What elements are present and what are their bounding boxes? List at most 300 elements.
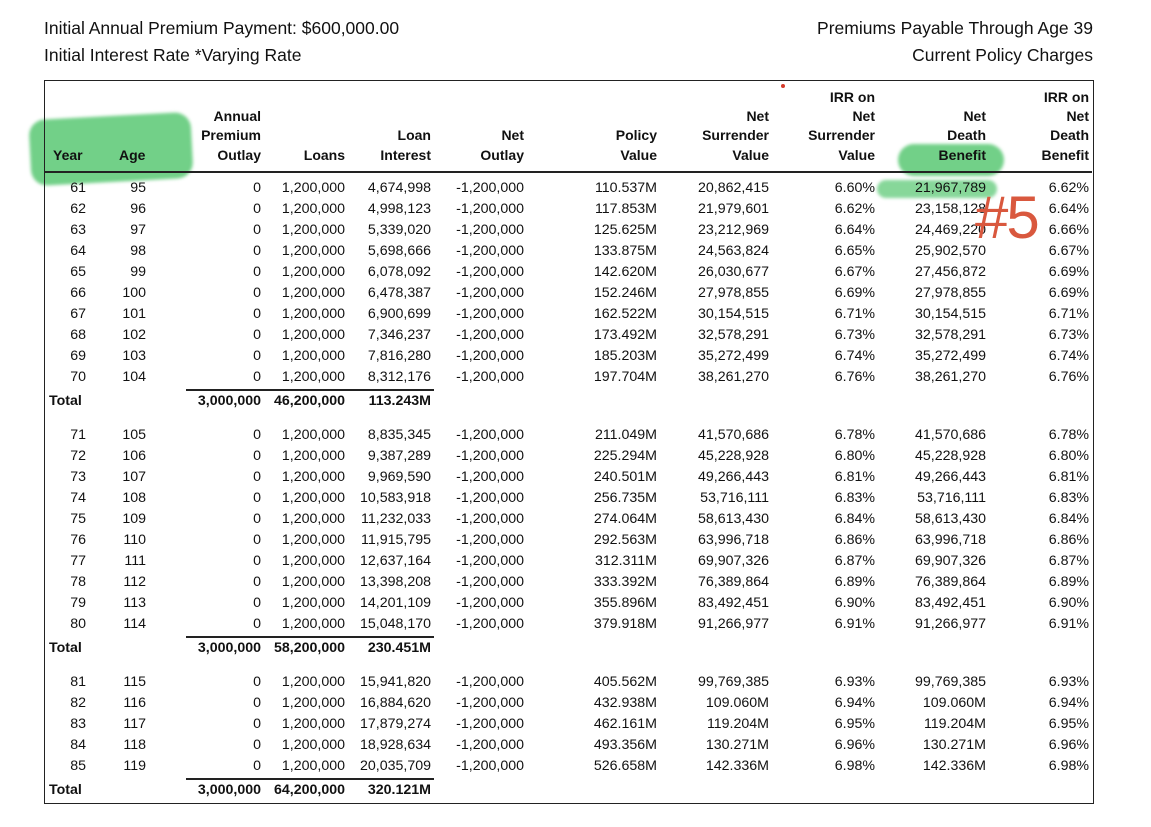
cell-age: 108 [122,490,146,506]
cell-loan-interest: 4,674,998 [367,180,431,196]
cell-year: 82 [70,695,86,711]
total-row [0,391,1151,412]
cell-loans: 1,200,000 [281,201,345,217]
table-row [0,488,1151,509]
cell-net-death-benefit: 27,978,855 [914,285,986,301]
cell-irr-net-death-benefit: 6.78% [1048,427,1089,443]
cell-age: 99 [130,264,146,280]
cell-year: 80 [70,616,86,632]
cell-policy-value: 355.896M [593,595,657,611]
cell-irr-net-surrender-value: 6.65% [834,243,875,259]
cell-net-surrender-value: 58,613,430 [697,511,769,527]
cell-annual-premium-outlay: 0 [253,369,261,385]
cell-irr-net-death-benefit: 6.84% [1048,511,1089,527]
column-header-line: Premium [201,127,261,144]
cell-policy-value: 152.246M [593,285,657,301]
cell-year: 64 [70,243,86,259]
cell-net-death-benefit: 109.060M [922,695,986,711]
cell-loans: 1,200,000 [281,348,345,364]
cell-age: 104 [122,369,146,385]
cell-irr-net-surrender-value: 6.60% [834,180,875,196]
table-row [0,262,1151,283]
cell-irr-net-death-benefit: 6.94% [1048,695,1089,711]
cell-year: 61 [70,180,86,196]
cell-loans: 1,200,000 [281,616,345,632]
cell-policy-value: 526.658M [593,758,657,774]
cell-age: 96 [130,201,146,217]
cell-net-outlay: -1,200,000 [456,264,524,280]
cell-annual-premium-outlay: 0 [253,695,261,711]
table-row [0,572,1151,593]
cell-irr-net-surrender-value: 6.74% [834,348,875,364]
cell-loan-interest: 4,998,123 [367,201,431,217]
cell-year: 74 [70,490,86,506]
cell-loan-interest: 5,339,020 [367,222,431,238]
cell-loan-interest: 6,478,387 [367,285,431,301]
table-row [0,672,1151,693]
cell-irr-net-death-benefit: 6.81% [1048,469,1089,485]
cell-loan-interest: 15,941,820 [359,674,431,690]
cell-net-outlay: -1,200,000 [456,469,524,485]
cell-year: Total [49,782,82,798]
cell-irr-net-surrender-value: 6.95% [834,716,875,732]
header-rule [45,171,1092,173]
cell-age: 102 [122,327,146,343]
column-header-net-outlay [384,126,524,165]
column-header-line: Age [119,146,146,163]
cell-loans: 46,200,000 [273,393,345,409]
cell-irr-net-surrender-value: 6.86% [834,532,875,548]
cell-net-surrender-value: 32,578,291 [697,327,769,343]
cell-policy-value: 211.049M [594,427,657,443]
column-header-line: Surrender [702,127,769,144]
cell-irr-net-death-benefit: 6.93% [1048,674,1089,690]
cell-loan-interest: 7,346,237 [367,327,431,343]
cell-policy-value: 225.294M [593,448,657,464]
cell-irr-net-surrender-value: 6.96% [834,737,875,753]
cell-year: 66 [70,285,86,301]
cell-age: 97 [130,222,146,238]
cell-year: 78 [70,574,86,590]
cell-loan-interest: 15,048,170 [359,616,431,632]
cell-net-death-benefit: 69,907,326 [914,553,986,569]
cell-annual-premium-outlay: 0 [253,306,261,322]
cell-loans: 1,200,000 [281,448,345,464]
cell-net-surrender-value: 63,996,718 [697,532,769,548]
cell-annual-premium-outlay: 0 [253,264,261,280]
cell-annual-premium-outlay: 0 [253,532,261,548]
cell-year: 75 [70,511,86,527]
cell-policy-value: 117.853M [594,201,657,217]
column-header-irr-net-death-benefit [949,88,1089,165]
cell-net-outlay: -1,200,000 [456,595,524,611]
cell-net-death-benefit: 49,266,443 [914,469,986,485]
cell-irr-net-surrender-value: 6.91% [834,616,875,632]
cell-age: 105 [122,427,146,443]
cell-age: 113 [123,595,146,611]
column-header-line: Net [963,108,986,125]
cell-age: 103 [122,348,146,364]
cell-loans: 1,200,000 [281,285,345,301]
cell-age: 115 [123,674,146,690]
column-header-line: Loan [397,127,431,144]
table-row [0,593,1151,614]
cell-net-surrender-value: 41,570,686 [697,427,769,443]
cell-net-death-benefit: 32,578,291 [914,327,986,343]
table-row [0,325,1151,346]
table-row [0,693,1151,714]
cell-loan-interest: 20,035,709 [359,758,431,774]
cell-policy-value: 197.704M [593,369,657,385]
cell-annual-premium-outlay: 0 [253,616,261,632]
table-row [0,367,1151,388]
cell-loans: 1,200,000 [281,553,345,569]
table-row [0,283,1151,304]
cell-loan-interest: 11,915,795 [361,532,431,548]
cell-irr-net-death-benefit: 6.98% [1048,758,1089,774]
cell-year: 62 [70,201,86,217]
cell-age: 117 [123,716,146,732]
cell-loans: 1,200,000 [281,427,345,443]
cell-loan-interest: 11,232,033 [361,511,431,527]
cell-net-outlay: -1,200,000 [456,532,524,548]
cell-annual-premium-outlay: 0 [253,427,261,443]
cell-age: 116 [123,695,146,711]
table-row [0,756,1151,777]
cell-age: 109 [122,511,146,527]
cell-loan-interest: 6,078,092 [367,264,431,280]
cell-annual-premium-outlay: 0 [253,511,261,527]
cell-annual-premium-outlay: 0 [253,180,261,196]
column-header-line: IRR on [829,88,875,105]
cell-net-surrender-value: 38,261,270 [697,369,769,385]
cell-net-outlay: -1,200,000 [456,285,524,301]
cell-irr-net-surrender-value: 6.73% [834,327,875,343]
cell-policy-value: 133.875M [593,243,657,259]
cell-net-outlay: -1,200,000 [456,201,524,217]
cell-net-death-benefit: 38,261,270 [914,369,986,385]
table-row [0,614,1151,635]
document-header-left [44,15,399,69]
initial-interest-text: Initial Interest Rate *Varying Rate [44,45,302,65]
column-header-line: IRR on [1043,88,1089,105]
cell-annual-premium-outlay: 3,000,000 [197,782,261,798]
cell-loans: 1,200,000 [281,674,345,690]
premiums-payable-text: Premiums Payable Through Age 39 [817,18,1093,38]
table-row [0,714,1151,735]
table-row [0,735,1151,756]
cell-loans: 1,200,000 [281,595,345,611]
cell-irr-net-surrender-value: 6.67% [834,264,875,280]
cell-loan-interest: 6,900,699 [367,306,431,322]
cell-age: 95 [130,180,146,196]
cell-net-death-benefit: 27,456,872 [914,264,986,280]
cell-year: 65 [70,264,86,280]
cell-net-outlay: -1,200,000 [456,427,524,443]
cell-annual-premium-outlay: 0 [253,574,261,590]
cell-annual-premium-outlay: 0 [253,737,261,753]
cell-net-outlay: -1,200,000 [456,327,524,343]
cell-irr-net-death-benefit: 6.69% [1048,264,1089,280]
cell-net-death-benefit: 30,154,515 [914,306,986,322]
column-header-line: Value [732,146,769,163]
cell-net-surrender-value: 27,978,855 [697,285,769,301]
cell-year: 72 [70,448,86,464]
cell-loans: 1,200,000 [281,222,345,238]
cell-irr-net-death-benefit: 6.80% [1048,448,1089,464]
cell-loan-interest: 7,816,280 [367,348,431,364]
cell-loan-interest: 12,637,164 [359,553,431,569]
table-row [0,530,1151,551]
cell-year: 71 [70,427,86,443]
cell-net-death-benefit: 63,996,718 [914,532,986,548]
cell-year: 68 [70,327,86,343]
cell-annual-premium-outlay: 0 [253,201,261,217]
cell-net-outlay: -1,200,000 [456,490,524,506]
cell-irr-net-surrender-value: 6.84% [834,511,875,527]
table-row [0,551,1151,572]
cell-irr-net-surrender-value: 6.80% [834,448,875,464]
cell-policy-value: 110.537M [594,180,657,196]
cell-net-death-benefit: 58,613,430 [914,511,986,527]
cell-annual-premium-outlay: 0 [253,758,261,774]
handwritten-mark: #5 [975,184,1038,251]
cell-net-outlay: -1,200,000 [456,758,524,774]
cell-loans: 1,200,000 [281,511,345,527]
cell-irr-net-surrender-value: 6.62% [834,201,875,217]
cell-irr-net-surrender-value: 6.90% [834,595,875,611]
cell-net-death-benefit: 24,469,220 [914,222,986,238]
cell-year: 70 [70,369,86,385]
cell-irr-net-surrender-value: 6.93% [834,674,875,690]
column-header-line: Death [947,127,986,144]
column-header-line: Surrender [808,127,875,144]
cell-irr-net-surrender-value: 6.64% [834,222,875,238]
cell-loans: 1,200,000 [281,695,345,711]
cell-irr-net-death-benefit: 6.62% [1048,180,1089,196]
cell-annual-premium-outlay: 0 [253,595,261,611]
cell-loan-interest: 5,698,666 [367,243,431,259]
cell-irr-net-surrender-value: 6.81% [834,469,875,485]
cell-annual-premium-outlay: 0 [253,222,261,238]
cell-irr-net-surrender-value: 6.71% [834,306,875,322]
cell-policy-value: 462.161M [593,716,657,732]
cell-net-death-benefit: 83,492,451 [914,595,986,611]
cell-annual-premium-outlay: 0 [253,553,261,569]
column-header-line: Value [620,146,657,163]
cell-age: 114 [123,616,146,632]
cell-net-outlay: -1,200,000 [456,222,524,238]
cell-policy-value: 379.918M [593,616,657,632]
cell-loans: 1,200,000 [281,716,345,732]
cell-net-surrender-value: 21,979,601 [697,201,769,217]
cell-irr-net-death-benefit: 6.73% [1048,327,1089,343]
cell-net-surrender-value: 23,212,969 [697,222,769,238]
cell-age: 111 [124,553,146,569]
cell-net-death-benefit: 35,272,499 [914,348,986,364]
total-row [0,638,1151,659]
cell-loans: 1,200,000 [281,306,345,322]
cell-age: 119 [123,758,146,774]
cell-policy-value: 142.620M [593,264,657,280]
table-row [0,346,1151,367]
cell-annual-premium-outlay: 0 [253,716,261,732]
cell-irr-net-surrender-value: 6.87% [834,553,875,569]
cell-age: 110 [123,532,146,548]
cell-annual-premium-outlay: 0 [253,348,261,364]
cell-loans: 1,200,000 [281,369,345,385]
cell-year: 81 [70,674,86,690]
cell-year: 67 [70,306,86,322]
cell-net-surrender-value: 49,266,443 [697,469,769,485]
cell-net-outlay: -1,200,000 [456,616,524,632]
cell-net-death-benefit: 53,716,111 [917,490,986,506]
column-header-line: Annual [213,108,261,125]
cell-irr-net-death-benefit: 6.90% [1048,595,1089,611]
cell-loan-interest: 10,583,918 [359,490,431,506]
column-header-line: Value [838,146,875,163]
column-header-line: Death [1050,127,1089,144]
cell-loans: 1,200,000 [281,180,345,196]
cell-year: 76 [70,532,86,548]
cell-net-surrender-value: 45,228,928 [697,448,769,464]
table-row [0,425,1151,446]
cell-net-outlay: -1,200,000 [456,574,524,590]
cell-year: Total [49,640,82,656]
cell-loan-interest: 9,387,289 [367,448,431,464]
cell-age: 112 [123,574,146,590]
cell-policy-value: 173.492M [593,327,657,343]
column-header-line: Outlay [480,146,524,163]
cell-loans: 1,200,000 [281,243,345,259]
cell-annual-premium-outlay: 0 [253,285,261,301]
cell-annual-premium-outlay: 0 [253,490,261,506]
cell-policy-value: 162.522M [593,306,657,322]
cell-net-surrender-value: 24,563,824 [697,243,769,259]
cell-year: 79 [70,595,86,611]
cell-policy-value: 493.356M [593,737,657,753]
cell-irr-net-death-benefit: 6.87% [1048,553,1089,569]
cell-policy-value: 432.938M [593,695,657,711]
cell-net-death-benefit: 23,158,128 [914,201,986,217]
cell-net-death-benefit: 130.271M [922,737,986,753]
cell-policy-value: 256.735M [593,490,657,506]
cell-loans: 58,200,000 [273,640,345,656]
cell-net-death-benefit: 91,266,977 [914,616,986,632]
cell-net-outlay: -1,200,000 [456,448,524,464]
column-header-line: Net [501,127,524,144]
cell-net-surrender-value: 99,769,385 [697,674,769,690]
cell-net-surrender-value: 130.271M [705,737,769,753]
cell-loans: 1,200,000 [281,490,345,506]
cell-net-surrender-value: 30,154,515 [697,306,769,322]
table-row [0,467,1151,488]
column-header-line: Year [53,146,83,163]
cell-annual-premium-outlay: 3,000,000 [197,393,261,409]
cell-irr-net-death-benefit: 6.95% [1048,716,1089,732]
cell-net-death-benefit: 25,902,570 [914,243,986,259]
cell-loan-interest: 14,201,109 [359,595,431,611]
cell-year: 84 [70,737,86,753]
cell-irr-net-death-benefit: 6.71% [1048,306,1089,322]
cell-loans: 1,200,000 [281,737,345,753]
cell-irr-net-surrender-value: 6.83% [834,490,875,506]
cell-net-surrender-value: 119.204M [706,716,769,732]
cell-irr-net-death-benefit: 6.66% [1048,222,1089,238]
cell-net-surrender-value: 91,266,977 [697,616,769,632]
cell-net-outlay: -1,200,000 [456,243,524,259]
cell-net-outlay: -1,200,000 [456,674,524,690]
cell-annual-premium-outlay: 0 [253,327,261,343]
cell-irr-net-surrender-value: 6.89% [834,574,875,590]
column-header-line: Net [746,108,769,125]
cell-loan-interest: 13,398,208 [359,574,431,590]
cell-net-surrender-value: 35,272,499 [697,348,769,364]
cell-policy-value: 240.501M [593,469,657,485]
cell-net-death-benefit: 76,389,864 [914,574,986,590]
column-header-line: Interest [380,146,431,163]
cell-year: 85 [70,758,86,774]
cell-net-outlay: -1,200,000 [456,695,524,711]
cell-net-surrender-value: 20,862,415 [697,180,769,196]
cell-year: 73 [70,469,86,485]
cell-year: 63 [70,222,86,238]
cell-loan-interest: 9,969,590 [367,469,431,485]
cell-loans: 1,200,000 [281,327,345,343]
cell-net-outlay: -1,200,000 [456,348,524,364]
cell-loans: 64,200,000 [273,782,345,798]
cell-loan-interest: 320.121M [367,782,431,798]
policy-charges-text: Current Policy Charges [912,45,1093,65]
cell-irr-net-death-benefit: 6.69% [1048,285,1089,301]
cell-irr-net-death-benefit: 6.83% [1048,490,1089,506]
cell-age: 101 [122,306,146,322]
cell-net-surrender-value: 109.060M [705,695,769,711]
cell-net-surrender-value: 76,389,864 [697,574,769,590]
cell-policy-value: 274.064M [593,511,657,527]
cell-age: 98 [130,243,146,259]
cell-net-surrender-value: 83,492,451 [697,595,769,611]
cell-net-surrender-value: 53,716,111 [700,490,769,506]
cell-year: Total [49,393,82,409]
cell-loans: 1,200,000 [281,532,345,548]
column-header-line: Net [1066,108,1089,125]
cell-irr-net-death-benefit: 6.86% [1048,532,1089,548]
cell-net-death-benefit: 119.204M [923,716,986,732]
column-header-line: Loans [303,146,345,163]
initial-premium-text: Initial Annual Premium Payment: $600,000.00 [44,18,400,38]
cell-loan-interest: 16,884,620 [359,695,431,711]
cell-irr-net-surrender-value: 6.94% [834,695,875,711]
cell-loan-interest: 17,879,274 [359,716,431,732]
column-header-line: Policy [615,127,657,144]
cell-net-death-benefit: 41,570,686 [914,427,986,443]
cell-irr-net-death-benefit: 6.64% [1048,201,1089,217]
table-row [0,304,1151,325]
total-row [0,780,1151,801]
cell-net-outlay: -1,200,000 [456,737,524,753]
cell-net-death-benefit: 99,769,385 [914,674,986,690]
cell-net-surrender-value: 26,030,677 [697,264,769,280]
cell-loans: 1,200,000 [281,264,345,280]
cell-loan-interest: 230.451M [367,640,431,656]
cell-annual-premium-outlay: 0 [253,674,261,690]
cell-net-outlay: -1,200,000 [456,716,524,732]
cell-irr-net-death-benefit: 6.74% [1048,348,1089,364]
table-row [0,446,1151,467]
cell-loans: 1,200,000 [281,469,345,485]
cell-policy-value: 185.203M [593,348,657,364]
